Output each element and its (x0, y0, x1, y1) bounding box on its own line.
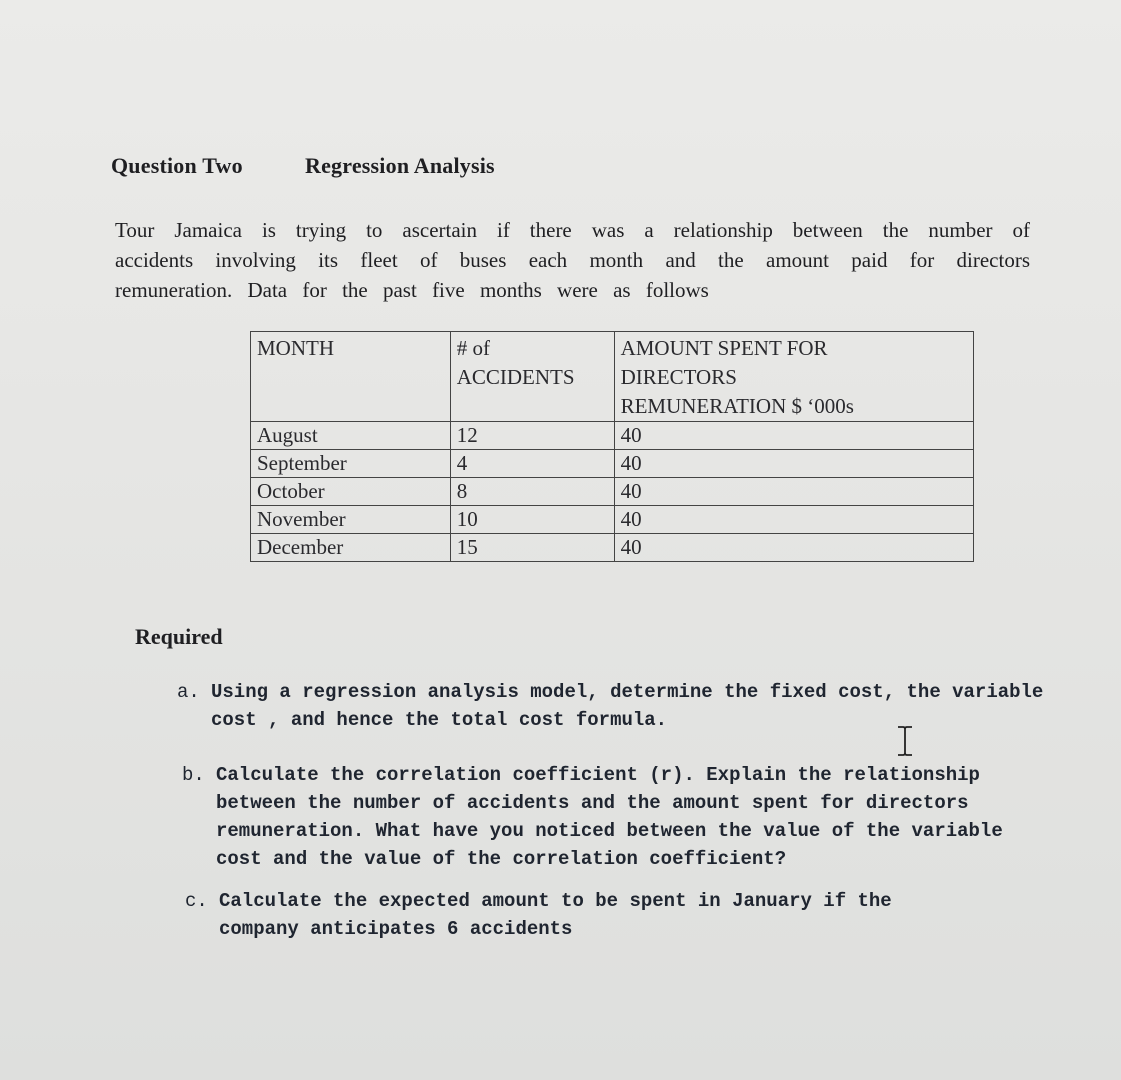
table-row (251, 422, 974, 450)
question-number: Question Two (111, 153, 243, 178)
cell-accidents: 10 (450, 506, 614, 534)
accidents-table (250, 331, 974, 562)
table-row (251, 534, 974, 562)
table-header-row (251, 332, 974, 422)
cell-amount: 40 (614, 506, 973, 534)
cell-month: October (251, 478, 451, 506)
header-amount-line: AMOUNT SPENT FOR (620, 336, 828, 360)
question-item-a (177, 678, 1051, 734)
question-item-b (182, 761, 1051, 873)
header-accidents-line: # of (456, 336, 490, 360)
item-letter: c. (185, 890, 208, 912)
intro-line: remuneration. Data for the past five months were as follows (115, 278, 709, 302)
header-accidents-line: ACCIDENTS (456, 365, 575, 389)
header-accidents (450, 332, 614, 422)
table-row (251, 450, 974, 478)
header-amount-line: DIRECTORS (620, 365, 737, 389)
question-item-c (185, 887, 979, 943)
header-month (251, 332, 451, 422)
item-text: Calculate the expected amount to be spent in January if the company anticipates 6 accidents (219, 890, 892, 940)
text-cursor-icon (894, 725, 916, 757)
item-text: Calculate the correlation coefficient (r). Explain the relationship between the number of accidents and the amount spent for directors remuneration. What have you noticed between the value of the variable cost and the value of the correlation coefficient? (216, 764, 1003, 870)
cell-accidents: 15 (450, 534, 614, 562)
question-heading (111, 153, 495, 179)
cell-month: November (251, 506, 451, 534)
required-heading: Required (135, 624, 223, 649)
header-month-label: MONTH (257, 336, 334, 360)
cell-month: August (251, 422, 451, 450)
item-text: Using a regression analysis model, determine the fixed cost, the variable cost , and hence the total cost formula. (211, 681, 1044, 731)
cell-amount: 40 (614, 478, 973, 506)
cell-amount: 40 (614, 534, 973, 562)
intro-line: Tour Jamaica is trying to ascertain if there was a relationship between the number of (115, 218, 1030, 242)
item-letter: b. (182, 764, 205, 786)
cell-accidents: 8 (450, 478, 614, 506)
cell-month: September (251, 450, 451, 478)
question-topic: Regression Analysis (305, 153, 495, 178)
header-amount (614, 332, 973, 422)
item-letter: a. (177, 681, 200, 703)
cell-month: December (251, 534, 451, 562)
cell-accidents: 4 (450, 450, 614, 478)
header-amount-line: REMUNERATION $ ‘000s (620, 394, 854, 418)
intro-paragraph (115, 215, 1030, 305)
cell-amount: 40 (614, 450, 973, 478)
table-row (251, 478, 974, 506)
cell-amount: 40 (614, 422, 973, 450)
intro-line: accidents involving its fleet of buses each month and the amount paid for directors (115, 248, 1030, 272)
cell-accidents: 12 (450, 422, 614, 450)
table-row (251, 506, 974, 534)
